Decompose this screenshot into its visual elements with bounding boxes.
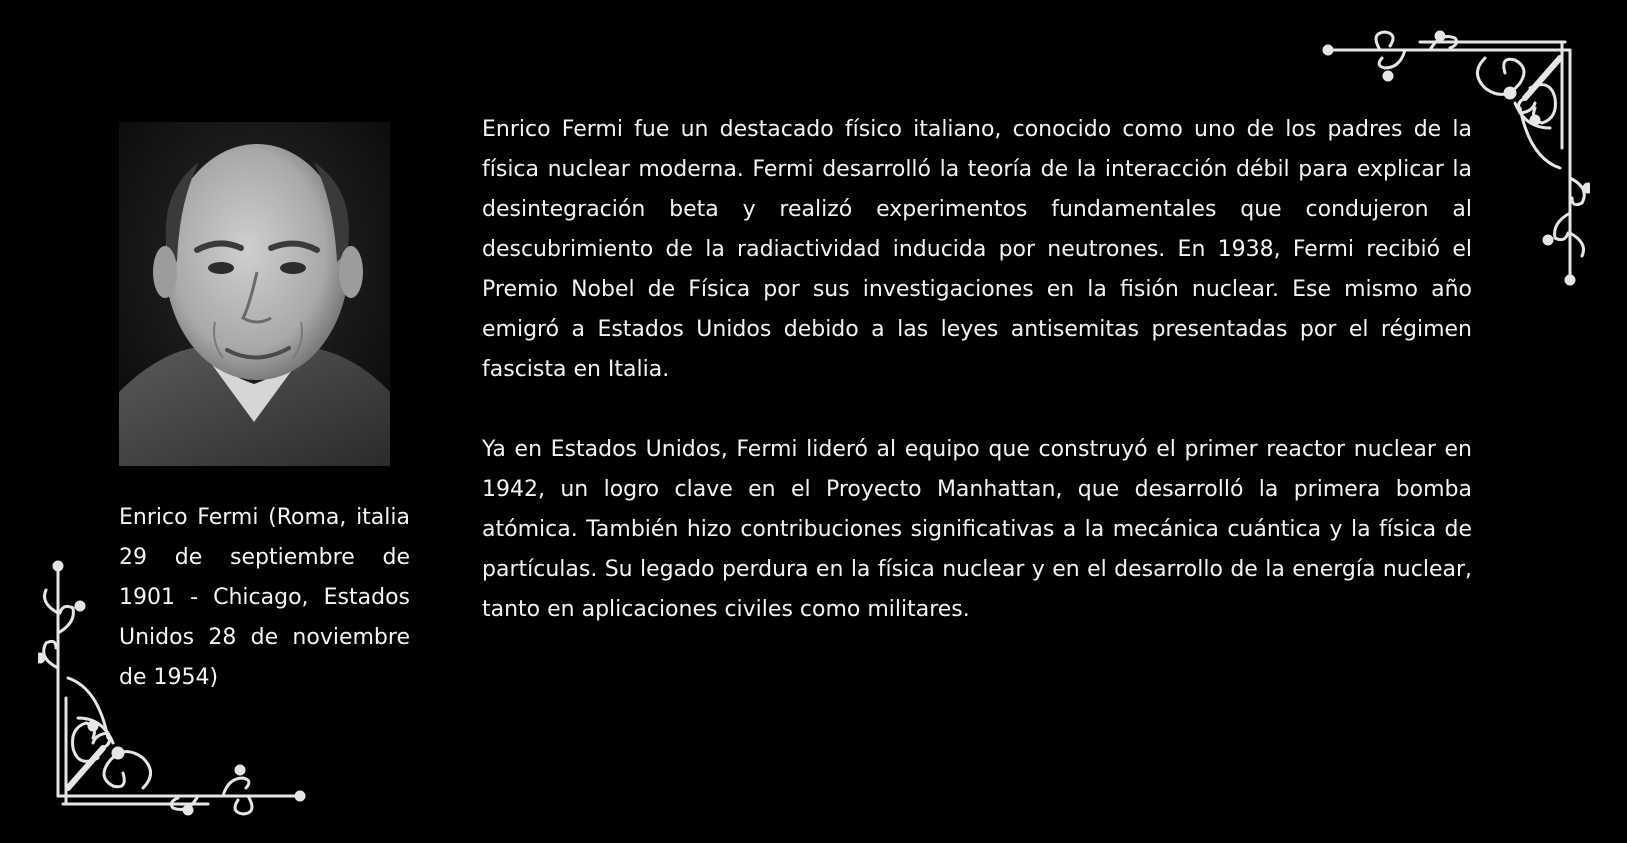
flourish-corner-icon	[1320, 28, 1590, 290]
portrait-caption: Enrico Fermi (Roma, italia 29 de septiembre de 1901 - Chicago, Estados Unidos 28 de noviembre de 1954)	[119, 505, 410, 690]
paragraph-2: Ya en Estados Unidos, Fermi lideró al equipo que construyó el primer reactor nuclear en 1942, un logro clave en el Proyecto Manhattan, que desarrolló la primera bomba atómica. También hizo contribuciones significativas a la mecánica cuántica y la física de partículas. Su legado perdura en la física nuclear y en el desarrollo de la energía nuclear, tanto en aplicaciones civiles como militares.	[482, 437, 1472, 622]
flourish-corner-icon	[38, 556, 308, 818]
paragraph-1: Enrico Fermi fue un destacado físico italiano, conocido como uno de los padres de la física nuclear moderna. Fermi desarrolló la teoría de la interacción débil para explicar la desintegración beta y realizó experimentos fundamentales que condujeron al descubrimiento de la radiactividad inducida por neutrones. En 1938, Fermi recibió el Premio Nobel de Física por sus investigaciones en la fisión nuclear. Ese mismo año emigró a Estados Unidos debido a las leyes antisemitas presentadas por el régimen fascista en Italia.	[482, 117, 1472, 382]
portrait-photo	[119, 122, 390, 466]
